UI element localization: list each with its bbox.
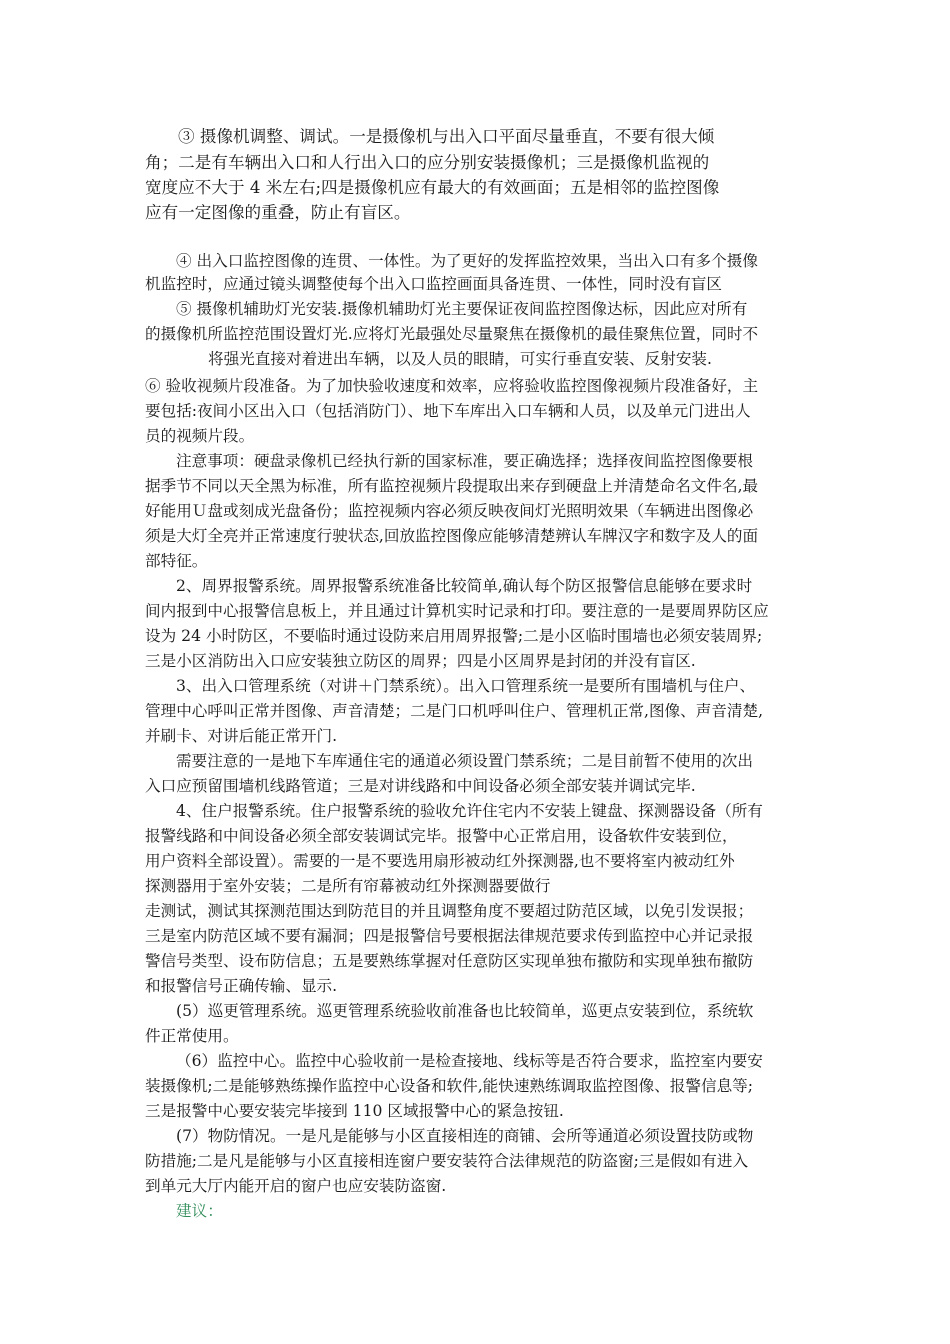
text-line: (7）物防情况。一是凡是能够与小区直接相连的商铺、会所等通道必须设置技防或物	[176, 1127, 754, 1145]
text-line: ⑥ 验收视频片段准备。为了加快验收速度和效率，应将验收监控图像视频片段准备好，主	[145, 377, 759, 395]
text-line: 2、周界报警系统。周界报警系统准备比较简单,确认每个防区报警信息能够在要求时	[176, 577, 753, 595]
text-line: 角；二是有车辆出入口和人行出入口的应分别安装摄像机；三是摄像机监视的	[145, 153, 710, 172]
text-line: 管理中心呼叫正常并图像、声音清楚；二是门口机呼叫住户、管理机正常,图像、声音清楚,	[145, 702, 764, 720]
text-line: ③ 摄像机调整、调试。一是摄像机与出入口平面尽量垂直，不要有很大倾	[178, 127, 715, 146]
text-line: 应有一定图像的重叠，防止有盲区。	[145, 203, 411, 222]
text-line: 4、住户报警系统。住户报警系统的验收允许住宅内不安装上键盘、探测器设备（所有	[176, 802, 763, 820]
text-line: 入口应预留围墙机线路管道；三是对讲线路和中间设备必须全部安装并调试完毕.	[145, 777, 696, 795]
text-line: 据季节不同以天全黑为标准，所有监控视频片段提取出来存到硬盘上并清楚命名文件名,最	[145, 477, 759, 495]
text-line: （6）监控中心。监控中心验收前一是检查接地、线标等是否符合要求，监控室内要安	[176, 1052, 763, 1070]
text-line: 将强光直接对着进出车辆，以及人员的眼睛，可实行垂直安装、反射安装.	[208, 350, 712, 368]
text-line: 三是报警中心要安装完毕接到 110 区域报警中心的紧急按钮.	[145, 1102, 564, 1120]
text-line: 探测器用于室外安装；二是所有帘幕被动红外探测器要做行	[145, 877, 551, 895]
text-line: 和报警信号正确传输、显示.	[145, 977, 338, 995]
text-line: 警信号类型、设布防信息；五是要熟练掌握对任意防区实现单独布撤防和实现单独布撤防	[145, 952, 754, 970]
text-line: 宽度应不大于 4 米左右;四是摄像机应有最大的有效画面；五是相邻的监控图像	[145, 178, 720, 197]
text-line: 用户资料全部设置）。需要的一是不要选用扇形被动红外探测器,也不要将室内被动红外	[145, 852, 735, 870]
text-line: 需要注意的一是地下车库通住宅的通道必须设置门禁系统；二是目前暂不使用的次出	[176, 752, 753, 770]
text-line: 件正常使用。	[145, 1027, 239, 1045]
text-line: 机监控时，应通过镜头调整使每个出入口监控画面具备连贯、一体性，同时没有盲区	[145, 275, 722, 293]
text-line: 部特征。	[145, 552, 208, 570]
text-line: 装摄像机;二是能够熟练操作监控中心设备和软件,能快速熟练调取监控图像、报警信息等;	[145, 1077, 754, 1095]
text-line: 走测试，测试其探测范围达到防范目的并且调整角度不要超过防范区域，以免引发误报；	[145, 902, 754, 920]
text-line: 注意事项：硬盘录像机已经执行新的国家标准，要正确选择；选择夜间监控图像要根	[176, 452, 753, 470]
text-line: 员的视频片段。	[145, 427, 255, 445]
text-line: (5）巡更管理系统。巡更管理系统验收前准备也比较简单，巡更点安装到位，系统软	[176, 1002, 754, 1020]
text-line: 并刷卡、对讲后能正常开门.	[145, 727, 338, 745]
text-line: 间内报到中心报警信息板上，并且通过计算机实时记录和打印。要注意的一是要周界防区应	[145, 602, 769, 620]
text-line: 3、出入口管理系统（对讲＋门禁系统）。出入口管理系统一是要所有围墙机与住户、	[176, 677, 756, 695]
text-line: 三是小区消防出入口应安装独立防区的周界；四是小区周界是封闭的并没有盲区.	[145, 652, 696, 670]
suggestion-heading: 建议：	[176, 1202, 223, 1220]
text-line: 三是室内防范区域不要有漏洞；四是报警信号要根据法律规范要求传到监控中心并记录报	[145, 927, 754, 945]
text-line: 好能用Ｕ盘或刻成光盘备份；监控视频内容必须反映夜间灯光照明效果（车辆进出图像必	[145, 502, 754, 520]
text-line: 须是大灯全亮并正常速度行驶状态,回放监控图像应能够清楚辨认车牌汉字和数字及人的面	[145, 527, 759, 545]
text-line: 防措施;二是凡是能够与小区直接相连窗户要安装符合法律规范的防盗窗;三是假如有进入	[145, 1152, 749, 1170]
text-line: 要包括:夜间小区出入口（包括消防门）、地下车库出入口车辆和人员，以及单元门进出人	[145, 402, 751, 420]
text-line: 的摄像机所监控范围设置灯光.应将灯光最强处尽量聚焦在摄像机的最佳聚焦位置，同时不	[145, 325, 759, 343]
text-line: ⑤ 摄像机辅助灯光安装.摄像机辅助灯光主要保证夜间监控图像达标，因此应对所有	[176, 300, 748, 318]
text-line: 报警线路和中间设备必须全部安装调试完毕。报警中心正常启用，设备软件安装到位，	[145, 827, 738, 845]
text-line: ④ 出入口监控图像的连贯、一体性。为了更好的发挥监控效果，当出入口有多个摄像	[176, 252, 758, 270]
text-line: 设为 24 小时防区，不要临时通过设防来启用周界报警;二是小区临时围墙也必须安装周界;	[145, 627, 763, 645]
text-line: 到单元大厅内能开启的窗户也应安装防盗窗.	[145, 1177, 447, 1195]
